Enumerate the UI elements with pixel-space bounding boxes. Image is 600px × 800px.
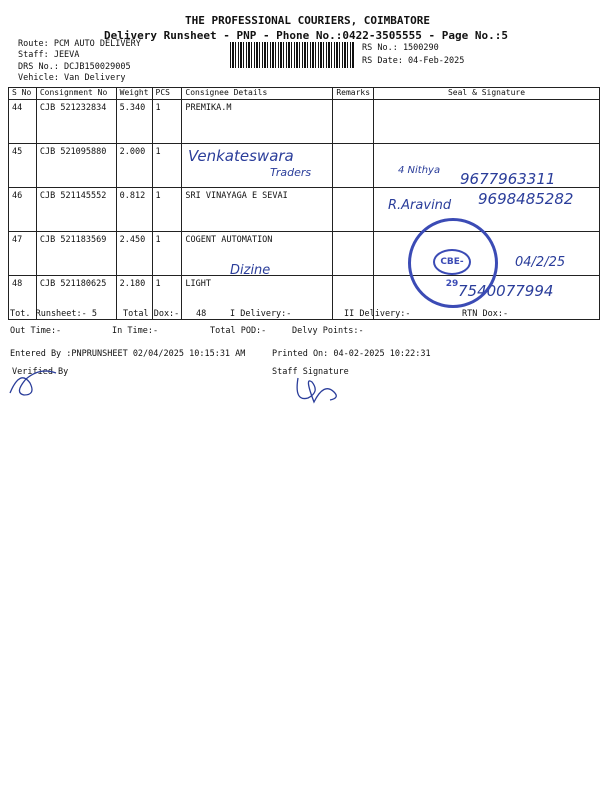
consignee-cell: SRI VINAYAGA E SEVAI [182, 188, 333, 232]
sno-cell: 46 [9, 188, 37, 232]
sno-cell: 44 [9, 100, 37, 144]
consignment-cell: CJB 521095880 [36, 144, 116, 188]
ii-delivery-label: II Delivery:- [344, 309, 411, 319]
runsheet-title: Delivery Runsheet - PNP - Phone No.:0422-3505555 - Page No.:5 [104, 29, 508, 42]
verified-by-label: Verified By [12, 367, 69, 377]
table-row [9, 100, 600, 144]
handwritten-consignee: Dizine [230, 263, 271, 278]
remarks-cell [333, 144, 374, 188]
sno-cell: 45 [9, 144, 37, 188]
signature-cell [374, 100, 600, 144]
total-runsheet: Tot. Runsheet:- 5 [10, 309, 97, 319]
total-dox-value: 48 [196, 309, 207, 319]
column-header: Consignee Details [182, 88, 333, 100]
weight-cell: 2.000 [116, 144, 152, 188]
consignment-cell: CJB 521232834 [36, 100, 116, 144]
out-time-label: Out Time:- [10, 326, 62, 336]
rs-number: RS No.: 1500290 [362, 43, 439, 53]
in-time-label: In Time:- [112, 326, 159, 336]
pcs-cell: 1 [152, 188, 182, 232]
pcs-cell: 1 [152, 232, 182, 276]
printed-on: Printed On: 04-02-2025 10:22:31 [272, 349, 431, 359]
handwritten-date: 04/2/25 [515, 255, 566, 270]
consignment-cell: CJB 521145552 [36, 188, 116, 232]
column-header: S No [9, 88, 37, 100]
staff-signature-label: Staff Signature [272, 367, 349, 377]
weight-cell: 0.812 [116, 188, 152, 232]
sno-cell: 48 [9, 276, 37, 320]
verifier-signature-scribble [6, 365, 76, 401]
consignee-cell: COGENT AUTOMATION [182, 232, 333, 276]
sno-cell: 47 [9, 232, 37, 276]
handwritten-consignee-line2: Traders [270, 166, 312, 179]
handwritten-consignee: Venkateswara [188, 147, 294, 165]
weight-cell: 5.340 [116, 100, 152, 144]
table-header-row [9, 88, 600, 100]
i-delivery-label: I Delivery:- [230, 309, 292, 319]
rs-date: RS Date: 04-Feb-2025 [362, 56, 465, 66]
consignment-cell: CJB 521180625 [36, 276, 116, 320]
remarks-cell [333, 232, 374, 276]
barcode [230, 42, 355, 68]
handwritten-phone: 7540077994 [458, 282, 554, 300]
column-header: Seal & Signature [374, 88, 600, 100]
consignee-cell: PREMIKA.M [182, 100, 333, 144]
staff-label: Staff: JEEVA [18, 50, 80, 60]
pcs-cell: 1 [152, 100, 182, 144]
handwritten-phone: 9677963311 [460, 170, 556, 188]
consignment-cell: CJB 521183569 [36, 232, 116, 276]
handwritten-signature: R.Aravind [388, 198, 452, 213]
column-header: Weight [116, 88, 152, 100]
company-seal-stamp [408, 218, 498, 308]
remarks-cell [333, 100, 374, 144]
weight-cell: 2.450 [116, 232, 152, 276]
table-row [9, 232, 600, 276]
entered-by: Entered By :PNPRUNSHEET 02/04/2025 10:15:31 AM [10, 349, 246, 359]
pcs-cell: 1 [152, 144, 182, 188]
staff-signature-scribble [290, 372, 350, 406]
rtn-dox-label: RTN Dox:- [462, 309, 509, 319]
column-header: Remarks [333, 88, 374, 100]
consignee-cell: LIGHT [182, 276, 333, 320]
total-pod-label: Total POD:- [210, 326, 267, 336]
handwritten-signature: 4 Nithya [398, 165, 441, 176]
vehicle-label: Vehicle: Van Delivery [18, 73, 126, 83]
column-header: Consignment No [36, 88, 116, 100]
route-label: Route: PCM AUTO DELIVERY [18, 39, 141, 49]
company-title: THE PROFESSIONAL COURIERS, COIMBATORE [185, 14, 431, 27]
stamp-center-text: CBE-29 [433, 249, 471, 275]
delvy-points-label: Delvy Points:- [292, 326, 364, 336]
column-header: PCS [152, 88, 182, 100]
remarks-cell [333, 188, 374, 232]
pcs-cell: 1 [152, 276, 182, 320]
handwritten-phone: 9698485282 [478, 190, 574, 208]
total-dox-label: Total Dox:- [123, 309, 180, 319]
drs-label: DRS No.: DCJB150029005 [18, 62, 131, 72]
weight-cell: 2.180 [116, 276, 152, 320]
